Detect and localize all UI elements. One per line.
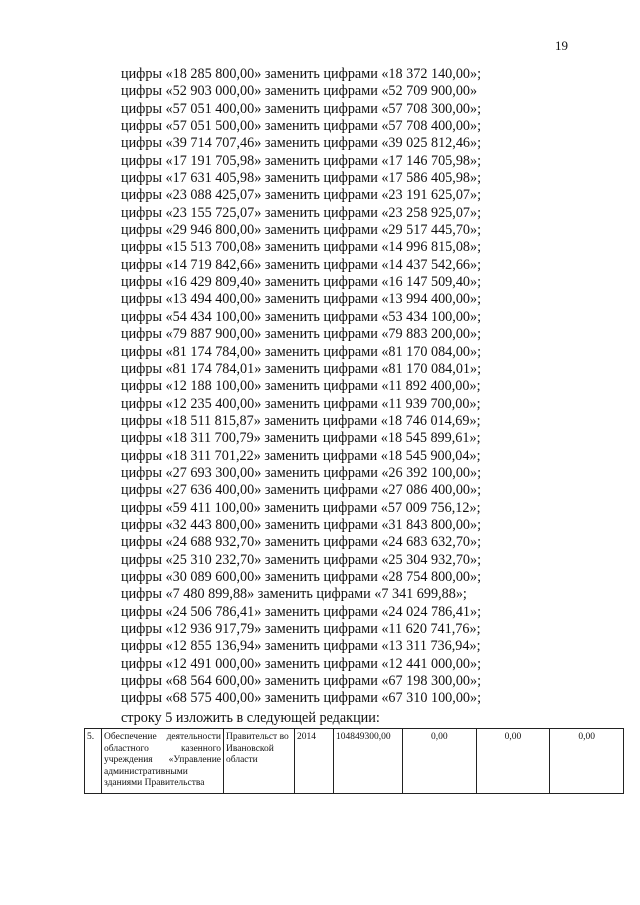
replacement-line: цифры «12 188 100,00» заменить цифрами «11 892 400,00»; xyxy=(121,378,481,395)
replacement-line: цифры «17 191 705,98» заменить цифрами «17 146 705,98»; xyxy=(121,152,482,169)
row-value-1-cell: 104849300,00 xyxy=(334,729,403,794)
replacement-line: цифры «32 443 800,00» заменить цифрами «31 843 800,00»; xyxy=(121,516,482,533)
row-value-4-cell: 0,00 xyxy=(550,729,624,794)
row-value-3-cell: 0,00 xyxy=(476,729,550,794)
replacement-line: цифры «68 564 600,00» заменить цифрами «67 198 300,00»; xyxy=(121,673,482,690)
replacement-line: цифры «57 051 400,00» заменить цифрами «57 708 300,00»; xyxy=(121,100,482,117)
program-row-table xyxy=(84,728,624,794)
replacement-line: цифры «12 491 000,00» заменить цифрами «12 441 000,00»; xyxy=(121,655,482,672)
replacement-line: цифры «81 174 784,00» заменить цифрами «81 170 084,00»; xyxy=(121,343,482,360)
replacement-line: цифры «12 235 400,00» заменить цифрами «11 939 700,00»; xyxy=(121,395,481,412)
replacement-list xyxy=(121,66,516,708)
replacement-line: цифры «52 903 000,00» заменить цифрами «52 709 900,00» xyxy=(121,83,478,100)
page-number: 19 xyxy=(555,38,568,53)
replacement-line: цифры «17 631 405,98» заменить цифрами «17 586 405,98»; xyxy=(121,170,482,187)
replacement-line: цифры «54 434 100,00» заменить цифрами «53 434 100,00»; xyxy=(121,308,482,325)
replacement-line: цифры «12 936 917,79» заменить цифрами «11 620 741,76»; xyxy=(121,621,481,637)
replacement-line: цифры «18 511 815,87» заменить цифрами «18 746 014,69»; xyxy=(121,412,481,429)
replacement-line: цифры «24 688 932,70» заменить цифрами «24 683 632,70»; xyxy=(121,534,482,551)
row-name-cell: Обеспечение деятельности областного казенного учреждения «Управление административными зданиями Правительства xyxy=(102,729,224,794)
row-number-cell: 5. xyxy=(85,729,102,794)
replacement-line: цифры «68 575 400,00» заменить цифрами «67 310 100,00»; xyxy=(121,690,482,707)
replacement-line: цифры «12 855 136,94» заменить цифрами «13 311 736,94»; xyxy=(121,638,481,655)
replacement-line: цифры «23 088 425,07» заменить цифрами «23 191 625,07»; xyxy=(121,187,482,204)
replacement-line: цифры «18 311 700,79» заменить цифрами «18 545 899,61»; xyxy=(121,430,481,447)
row-year-cell: 2014 xyxy=(295,729,334,794)
replacement-line: цифры «39 714 707,46» заменить цифрами «39 025 812,46»; xyxy=(121,135,482,152)
intro-text: строку 5 изложить в следующей редакции: xyxy=(121,710,380,726)
replacement-line: цифры «18 285 800,00» заменить цифрами «18 372 140,00»; xyxy=(121,66,482,82)
replacement-line: цифры «79 887 900,00» заменить цифрами «79 883 200,00»; xyxy=(121,326,482,343)
replacement-line: цифры «16 429 809,40» заменить цифрами «16 147 509,40»; xyxy=(121,274,482,291)
replacement-line: цифры «30 089 600,00» заменить цифрами «28 754 800,00»; xyxy=(121,568,482,585)
table-row xyxy=(85,729,624,794)
replacement-line: цифры «29 946 800,00» заменить цифрами «29 517 445,70»; xyxy=(121,222,482,239)
replacement-line: цифры «23 155 725,07» заменить цифрами «23 258 925,07»; xyxy=(121,204,482,221)
replacement-line: цифры «13 494 400,00» заменить цифрами «13 994 400,00»; xyxy=(121,291,482,308)
replacement-line: цифры «7 480 899,88» заменить цифрами «7 341 699,88»; xyxy=(121,586,467,603)
replacement-line: цифры «27 636 400,00» заменить цифрами «27 086 400,00»; xyxy=(121,482,482,499)
replacement-line: цифры «27 693 300,00» заменить цифрами «26 392 100,00»; xyxy=(121,464,482,481)
replacement-line: цифры «57 051 500,00» заменить цифрами «57 708 400,00»; xyxy=(121,118,482,135)
replacement-line: цифры «18 311 701,22» заменить цифрами «18 545 900,04»; xyxy=(121,447,481,464)
row-value-2-cell: 0,00 xyxy=(403,729,477,794)
replacement-line: цифры «59 411 100,00» заменить цифрами «57 009 756,12»; xyxy=(121,499,481,516)
row-executor-cell: Правительст во Ивановской области xyxy=(224,729,295,794)
replacement-line: цифры «15 513 700,08» заменить цифрами «14 996 815,08»; xyxy=(121,239,482,256)
replacement-line: цифры «25 310 232,70» заменить цифрами «25 304 932,70»; xyxy=(121,551,482,568)
replacement-line: цифры «81 174 784,01» заменить цифрами «81 170 084,01»; xyxy=(121,360,482,377)
replacement-line: цифры «14 719 842,66» заменить цифрами «14 437 542,66»; xyxy=(121,256,482,273)
replacement-line: цифры «24 506 786,41» заменить цифрами «24 024 786,41»; xyxy=(121,603,482,620)
